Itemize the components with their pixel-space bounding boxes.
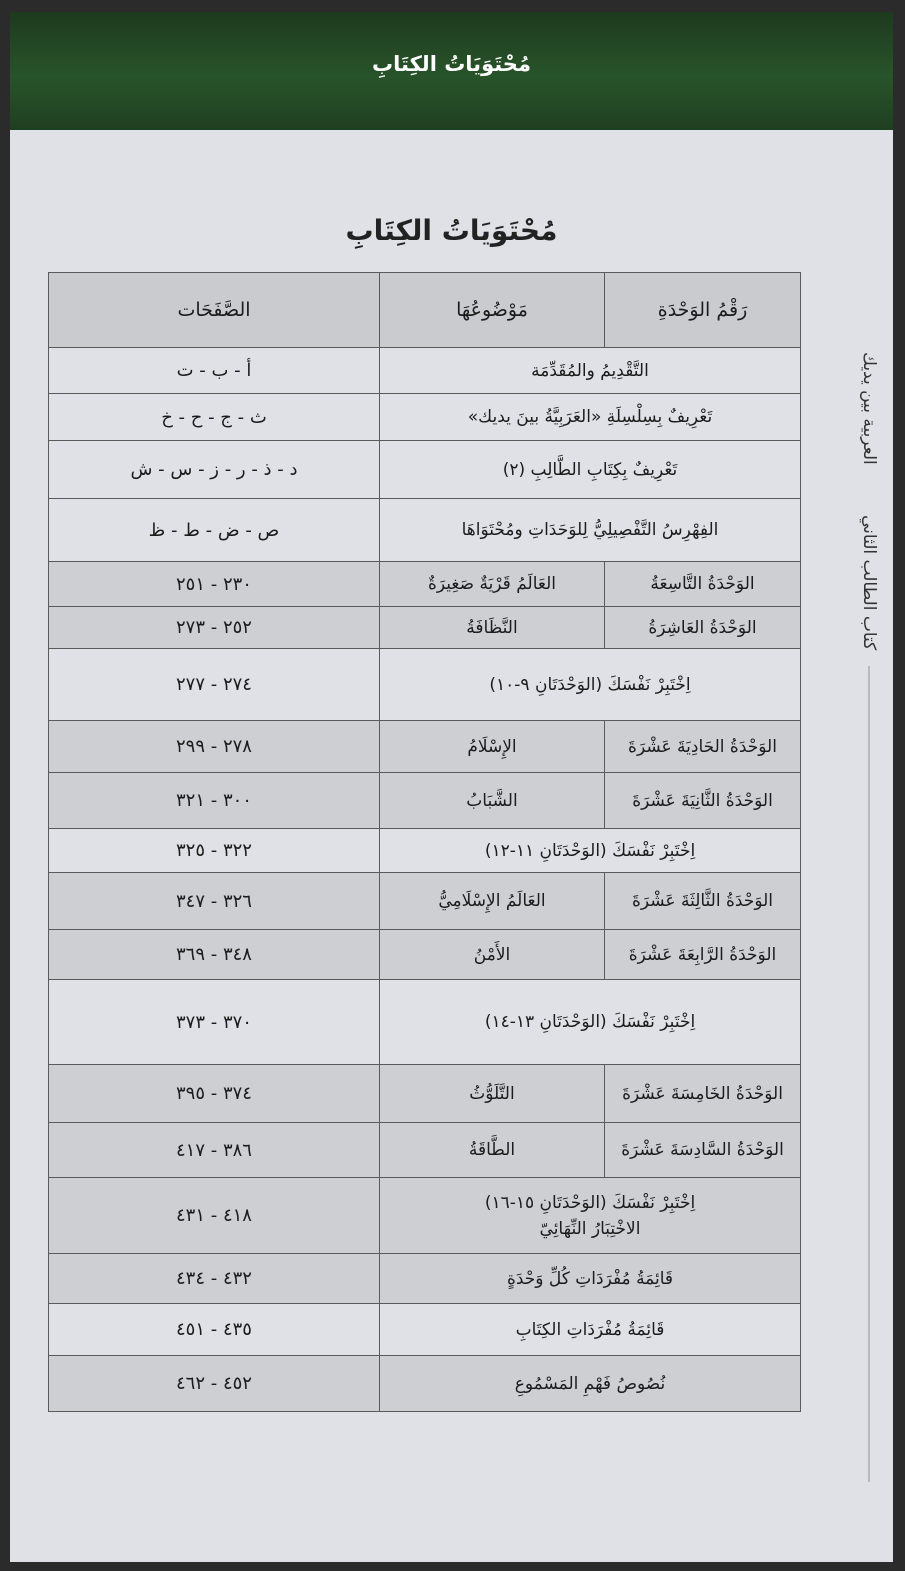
pages-cell: ٤٣٥ - ٤٥١ — [49, 1304, 380, 1356]
unit-cell: الوَحْدَةُ العَاشِرَةُ — [605, 607, 801, 649]
topic-cell: التَّقْدِيمُ والمُقَدِّمَة — [380, 348, 801, 394]
topic-cell: تَعْرِيفٌ بِكِتَابِ الطَّالِبِ (٢) — [380, 441, 801, 499]
series-name: العربية بين يديك — [859, 352, 879, 465]
pages-cell: ٢٧٨ - ٢٩٩ — [49, 721, 380, 773]
header-unit: رَقْمُ الوَحْدَةِ — [605, 273, 801, 348]
side-label — [849, 352, 889, 1482]
topic-cell: اِخْتَبِرْ نَفْسَكَ (الوَحْدَتَانِ ٩-١٠) — [380, 649, 801, 721]
pages-cell: ص - ض - ط - ظ — [49, 499, 380, 562]
topic-cell: اِخْتَبِرْ نَفْسَكَ (الوَحْدَتَانِ ١٣-١٤) — [380, 980, 801, 1065]
pages-cell: ٣٧٠ - ٣٧٣ — [49, 980, 380, 1065]
side-divider — [868, 666, 870, 1482]
table-row — [49, 980, 801, 1065]
contents-table — [48, 272, 801, 1412]
book-page — [10, 12, 893, 1562]
pages-cell: ٣٧٤ - ٣٩٥ — [49, 1065, 380, 1123]
pages-cell: ٣٠٠ - ٣٢١ — [49, 773, 380, 829]
topic-cell: تَعْرِيفٌ بِسِلْسِلَةِ «العَرَبِيَّةُ بينَ يديك» — [380, 394, 801, 441]
table-row — [49, 930, 801, 980]
table-row — [49, 562, 801, 607]
topic-cell: اِخْتَبِرْ نَفْسَكَ (الوَحْدَتَانِ ١١-١٢) — [380, 829, 801, 873]
pages-cell: ٣٢٦ - ٣٤٧ — [49, 873, 380, 930]
topic-cell: الأَمْنُ — [380, 930, 605, 980]
table-row — [49, 1065, 801, 1123]
pages-cell: ٤٥٢ - ٤٦٢ — [49, 1356, 380, 1412]
unit-cell: الوَحْدَةُ الثَّانِيَةَ عَشْرَةَ — [605, 773, 801, 829]
pages-cell: د - ذ - ر - ز - س - ش — [49, 441, 380, 499]
table-row — [49, 873, 801, 930]
topic-cell: النَّظَافَةُ — [380, 607, 605, 649]
topic-line-2: الاخْتِبَارُ النِّهَائِيّ — [539, 1218, 641, 1239]
topic-cell: التَّلَوُّثُ — [380, 1065, 605, 1123]
unit-cell: الوَحْدَةُ التَّاسِعَةُ — [605, 562, 801, 607]
pages-cell: ٣٨٦ - ٤١٧ — [49, 1123, 380, 1178]
page-title: مُحْتَوَيَاتُ الكِتَابِ — [345, 214, 558, 247]
header-pages: الصَّفَحَات — [49, 273, 380, 348]
table-row — [49, 1178, 801, 1254]
table-row — [49, 1123, 801, 1178]
topic-cell: الشَّبَابُ — [380, 773, 605, 829]
header-topic: مَوْضُوعُهَا — [380, 273, 605, 348]
topic-cell: نُصُوصُ فَهْمِ المَسْمُوعِ — [380, 1356, 801, 1412]
pages-cell: ٢٧٤ - ٢٧٧ — [49, 649, 380, 721]
pages-cell: ٢٥٢ - ٢٧٣ — [49, 607, 380, 649]
topic-line: اِخْتَبِرْ نَفْسَكَ (الوَحْدَتَانِ ١٥-١٦) — [484, 1192, 696, 1213]
table-row — [49, 649, 801, 721]
pages-cell: ٤١٨ - ٤٣١ — [49, 1178, 380, 1254]
table-row — [49, 348, 801, 394]
table-row — [49, 829, 801, 873]
pages-cell: أ - ب - ت — [49, 348, 380, 394]
topic-cell — [380, 1178, 801, 1254]
topic-cell: العَالَمُ الإِسْلَامِيُّ — [380, 873, 605, 930]
unit-cell: الوَحْدَةُ الحَادِيَةَ عَشْرَةَ — [605, 721, 801, 773]
table-row — [49, 1304, 801, 1356]
unit-cell: الوَحْدَةُ الخَامِسَةَ عَشْرَةَ — [605, 1065, 801, 1123]
header-row — [49, 273, 801, 348]
book-name: كتاب الطالب الثاني — [859, 514, 879, 651]
pages-cell: ٢٣٠ - ٢٥١ — [49, 562, 380, 607]
table-row — [49, 607, 801, 649]
unit-cell: الوَحْدَةُ الرَّابِعَةَ عَشْرَةَ — [605, 930, 801, 980]
pages-cell: ٣٤٨ - ٣٦٩ — [49, 930, 380, 980]
table-row — [49, 499, 801, 562]
unit-cell: الوَحْدَةُ السَّادِسَةَ عَشْرَةَ — [605, 1123, 801, 1178]
pages-cell: ٣٢٢ - ٣٢٥ — [49, 829, 380, 873]
table-row — [49, 1356, 801, 1412]
topic-cell: الفِهْرِسُ التَّفْصِيلِيُّ لِلوَحَدَاتِ ومُحْتَوَاهَا — [380, 499, 801, 562]
topic-cell: قَائِمَةُ مُفْرَدَاتِ الكِتَابِ — [380, 1304, 801, 1356]
banner-title: مُحْتَوَيَاتُ الكِتَابِ — [372, 52, 531, 76]
table-row — [49, 1254, 801, 1304]
unit-cell: الوَحْدَةُ الثَّالِثَةَ عَشْرَةَ — [605, 873, 801, 930]
topic-cell: العَالَمُ قَرْيَةٌ صَغِيرَةٌ — [380, 562, 605, 607]
pages-cell: ث - ج - ح - خ — [49, 394, 380, 441]
topic-cell: الإِسْلَامُ — [380, 721, 605, 773]
table-row — [49, 773, 801, 829]
topic-cell: الطَّاقَةُ — [380, 1123, 605, 1178]
table-row — [49, 394, 801, 441]
pages-cell: ٤٣٢ - ٤٣٤ — [49, 1254, 380, 1304]
header-banner — [10, 12, 893, 130]
table-row — [49, 441, 801, 499]
topic-cell: قَائِمَةُ مُفْرَدَاتِ كُلِّ وَحْدَةٍ — [380, 1254, 801, 1304]
table-row — [49, 721, 801, 773]
